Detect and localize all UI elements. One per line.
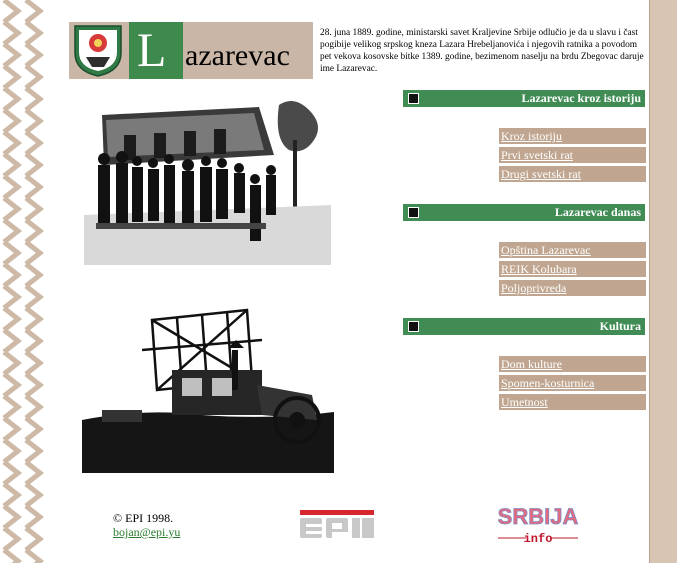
link-prvi-svetski-rat[interactable]: Prvi svetski rat [499, 147, 646, 164]
link-kroz-istoriju[interactable]: Kroz istoriju [499, 128, 646, 145]
link-spomen-kosturnica[interactable]: Spomen-kosturnica [499, 375, 646, 392]
section-title: Kultura [599, 319, 641, 333]
link-reik-kolubara[interactable]: REIK Kolubara [499, 261, 646, 278]
epi-logo-text: EPI [350, 532, 352, 533]
mining-excavator-photo [82, 290, 334, 473]
right-decorative-border [650, 0, 677, 563]
link-drugi-svetski-rat[interactable]: Drugi svetski rat [499, 166, 646, 183]
section-title: Lazarevac kroz istoriju [521, 91, 641, 105]
coat-of-arms-icon [72, 23, 124, 78]
srbija-logo-subtext: info [523, 532, 553, 546]
section-header-history [403, 90, 645, 107]
link-poljoprivreda[interactable]: Poljoprivreda [499, 280, 646, 297]
srbija-info-logo[interactable] [490, 500, 586, 548]
epi-logo[interactable] [298, 508, 376, 540]
bullet-square-icon [408, 321, 419, 332]
bullet-square-icon [408, 207, 419, 218]
email-link[interactable]: bojan@epi.yu [113, 525, 181, 539]
section-header-culture [403, 318, 645, 335]
logo-initial: L [137, 24, 167, 77]
section-header-today [403, 204, 645, 221]
srbija-logo-text: SRBIJA [497, 504, 579, 529]
intro-text: 28. juna 1889. godine, ministarski savet Kraljevine Srbije odlučio je da u slavu i čast pogibije velikog srpskog kneza Lazara Hrebeljanovića i njegovih ratnika a povodom pet vekova kosovske bitke 1389. godine, bezimenom naselju na brdu Zbegovac daruje ime Lazarevac. [320, 28, 644, 74]
left-decorative-border [0, 0, 46, 563]
section-title: Lazarevac danas [554, 205, 641, 219]
logo-title: azarevac [185, 39, 290, 72]
zigzag-pattern [0, 0, 46, 563]
link-umetnost[interactable]: Umetnost [499, 394, 646, 411]
bullet-square-icon [408, 93, 419, 104]
link-opstina-lazarevac[interactable]: Opština Lazarevac [499, 242, 646, 259]
link-dom-kulture[interactable]: Dom kulture [499, 356, 646, 373]
copyright-text: © EPI 1998. [113, 511, 174, 525]
historic-street-photo [84, 95, 331, 265]
